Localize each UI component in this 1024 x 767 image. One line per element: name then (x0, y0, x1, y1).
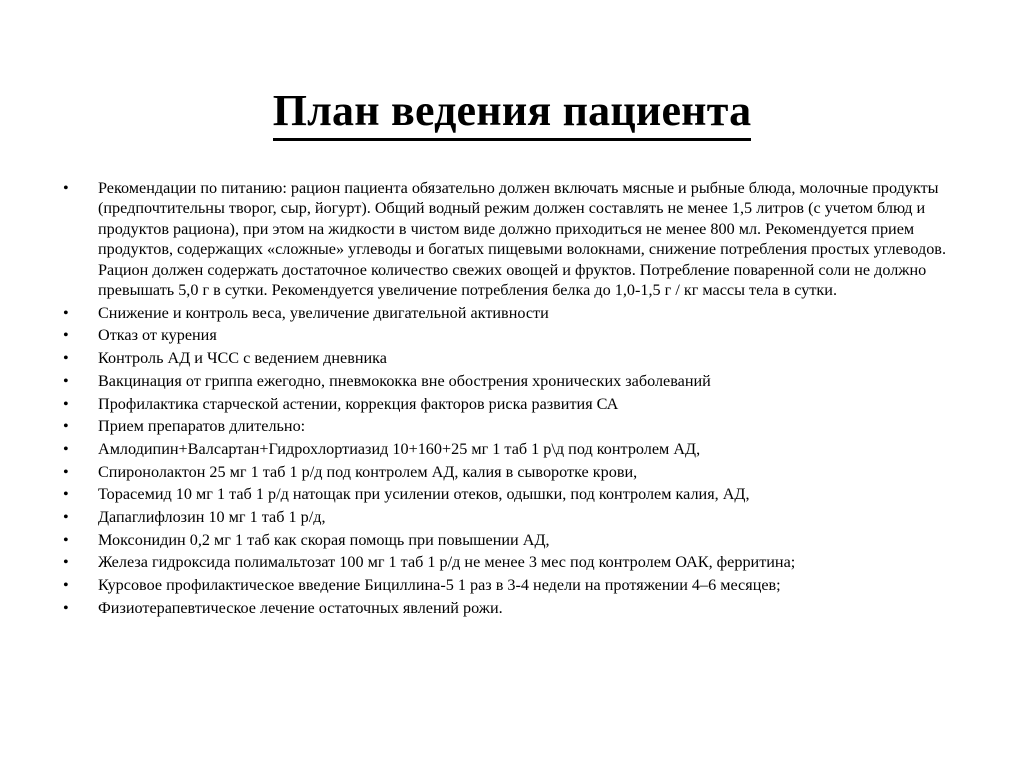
list-item-label: Железа гидроксида полимальтозат 100 мг 1 таб 1 р/д не менее 3 мес под контролем ОАК, ферритина; (98, 553, 796, 572)
list-item (57, 462, 992, 482)
list-item-label: Торасемид 10 мг 1 таб 1 р/д натощак при усилении отеков, одышки, под контролем калия, АД, (98, 485, 750, 504)
list-item (57, 348, 992, 368)
list-item-label: Рекомендации по питанию: рацион пациента обязательно должен включать мясные и рыбные блюда, молочные продукты (предпочтительны творог, сыр, йогурт). Общий водный режим должен составлять не менее 1,5 литров (с учетом блюд и продуктов рациона), при этом на жидкости в чистом виде должно приходиться не менее 800 мл. Рекомендуется прием продуктов, содержащих «сложные» углеводы и богатых пищевыми волокнами, снижение потребления простых углеводов. Рацион должен содержать достаточное количество свежих овощей и фруктов. Потребление поваренной соли не должно превышать 5,0 г в сутки. Рекомендуется увеличение потребления белка до 1,0-1,5 г / кг массы тела в сутки. (98, 179, 946, 300)
list-item (57, 598, 992, 618)
bullet-icon: • (63, 462, 69, 481)
list-item (57, 552, 992, 572)
list-item-label: Физиотерапевтическое лечение остаточных явлений рожи. (98, 598, 503, 617)
bullet-icon: • (63, 598, 69, 617)
bullet-icon: • (63, 303, 69, 322)
bullet-icon: • (63, 371, 69, 390)
list-item (57, 530, 992, 550)
bullet-icon: • (63, 179, 69, 197)
list-item (57, 303, 992, 323)
bullet-icon: • (63, 349, 69, 368)
bullet-icon: • (63, 508, 69, 527)
list-item (57, 416, 992, 436)
list-item-label: Прием препаратов длительно: (98, 417, 306, 436)
management-plan-list (57, 178, 992, 618)
list-item-label: Моксонидин 0,2 мг 1 таб как скорая помощь при повышении АД, (98, 530, 550, 549)
list-item (57, 371, 992, 391)
bullet-icon: • (63, 485, 69, 504)
bullet-icon: • (63, 553, 69, 572)
bullet-icon: • (63, 530, 69, 549)
list-item-label: Курсовое профилактическое введение Бициллина-5 1 раз в 3-4 недели на протяжении 4–6 месяцев; (98, 576, 781, 595)
list-item-label: Спиронолактон 25 мг 1 таб 1 р/д под контролем АД, калия в сыворотке крови, (98, 462, 638, 481)
bullet-icon: • (63, 439, 69, 458)
list-item-label: Снижение и контроль веса, увеличение двигательной активности (98, 303, 549, 322)
bullet-icon: • (63, 576, 69, 595)
list-item (57, 507, 992, 527)
list-item-label: Отказ от курения (98, 326, 217, 345)
list-item-label: Амлодипин+Валсартан+Гидрохлортиазид 10+160+25 мг 1 таб 1 р\д под контролем АД, (98, 439, 701, 458)
page-title (0, 87, 1024, 141)
list-item (57, 575, 992, 595)
page-title-text: План ведения пациента (273, 87, 752, 141)
list-item (57, 394, 992, 414)
list-item-label: Вакцинация от гриппа ежегодно, пневмококка вне обострения хронических заболеваний (98, 371, 711, 390)
list-item (57, 325, 992, 345)
bullet-icon: • (63, 326, 69, 345)
bullet-icon: • (63, 394, 69, 413)
list-item-label: Профилактика старческой астении, коррекция факторов риска развития СА (98, 394, 619, 413)
list-item-label: Дапаглифлозин 10 мг 1 таб 1 р/д, (98, 508, 326, 527)
bullet-icon: • (63, 417, 69, 436)
list-item (57, 178, 992, 300)
list-item (57, 484, 992, 504)
list-item (57, 439, 992, 459)
list-item-label: Контроль АД и ЧСС с ведением дневника (98, 349, 387, 368)
